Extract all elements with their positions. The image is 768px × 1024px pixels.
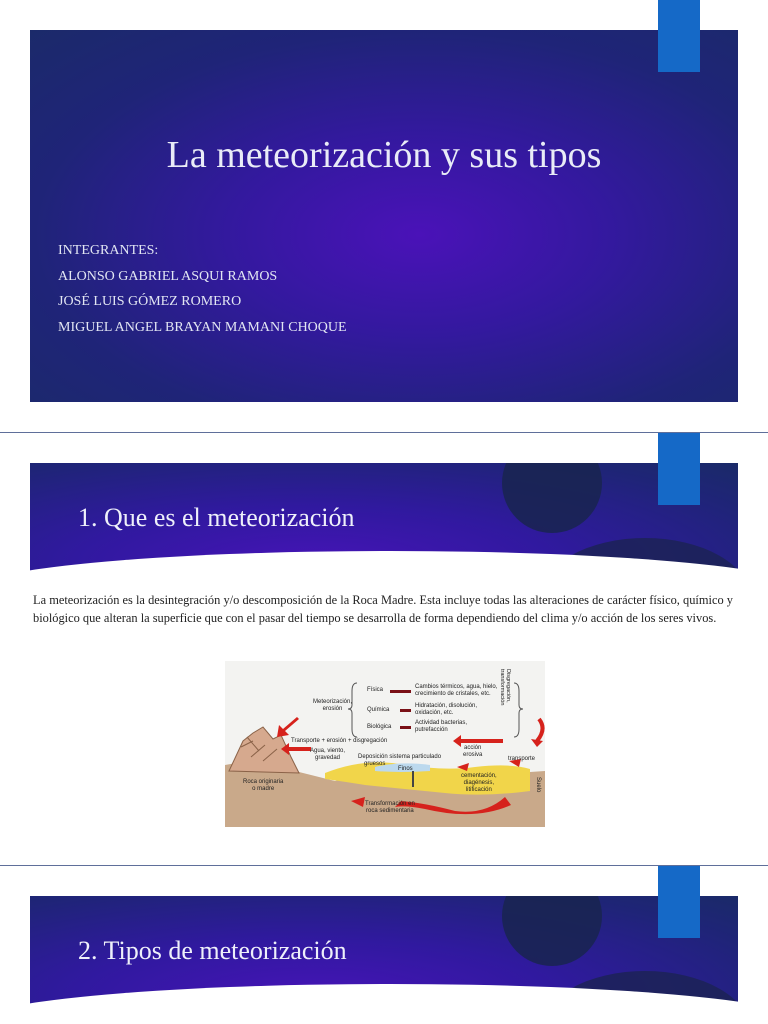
slide-types — [0, 866, 768, 1024]
decor-circle — [502, 463, 602, 533]
title-panel — [30, 30, 738, 402]
members-list — [58, 238, 347, 340]
member-name: JOSÉ LUIS GÓMEZ ROMERO — [58, 294, 242, 309]
label-accion — [463, 745, 482, 759]
label-text: Agua, viento, — [310, 748, 346, 754]
label-meteorizacion — [313, 699, 352, 713]
label-text: erosión — [322, 706, 343, 712]
label-text: erosiva — [463, 752, 483, 758]
label-quimica-desc — [415, 703, 477, 717]
label-text: Actividad bacterias, — [415, 720, 468, 726]
label-text: litificación — [465, 787, 492, 793]
section-header — [30, 896, 738, 1008]
label-text: Disgregación, — [505, 669, 511, 703]
label-suelo: Suelo — [535, 777, 541, 793]
label-biologica: Biológica — [367, 724, 392, 730]
label-text: gruesos — [364, 761, 386, 767]
label-text: roca sedimentaria — [366, 808, 414, 814]
section-title: 2. Tipos de meteorización — [78, 936, 347, 965]
label-roca — [243, 779, 283, 793]
label-text: gravedad — [315, 755, 341, 761]
section-title: 1. Que es el meteorización — [78, 503, 355, 532]
label-text: Transformación en — [365, 801, 415, 807]
label-bio-desc — [415, 720, 467, 734]
label-fisica-desc — [415, 684, 497, 698]
label-fisica: Física — [367, 687, 384, 693]
presentation-title: La meteorización y sus tipos — [166, 134, 602, 176]
label-text: acción — [464, 745, 482, 751]
label-text: o madre — [252, 786, 275, 792]
label-text: putrefacción — [415, 727, 448, 733]
member-name: MIGUEL ANGEL BRAYAN MAMANI CHOQUE — [58, 319, 347, 335]
label-text: transformación — [499, 669, 505, 706]
accent-bar — [658, 866, 700, 938]
label-transporte: Transporte + erosión + disgregación — [291, 738, 388, 744]
label-text: Roca originaria — [243, 779, 284, 785]
label-side — [499, 669, 511, 719]
label-text: diagénesis, — [463, 780, 495, 786]
label-text: Deposición sistema particulado — [358, 754, 442, 760]
decor-circle — [502, 896, 602, 966]
label-text: oxidación, etc. — [415, 710, 454, 716]
label-cementacion — [461, 773, 497, 794]
label-text: Hidratación, disolución, — [415, 703, 478, 709]
label-text: crecimiento de cristales, etc. — [415, 691, 491, 697]
members-heading: INTEGRANTES: — [58, 243, 159, 258]
label-finos: Finos — [398, 766, 413, 772]
label-text: Cambios térmicos, agua, hielo, — [415, 684, 498, 690]
accent-bar — [658, 433, 700, 505]
definition-paragraph: La meteorización es la desintegración y/o descomposición de la Roca Madre. Esta incluye todas las alteraciones de carácter físico, químico y biológico que alteran la superficie que con el pasar del tiempo se desarrolla de forma dependiendo del clima y/o acción de los seres vivos. — [33, 593, 733, 625]
slide-title — [0, 0, 768, 432]
section-header — [30, 463, 738, 575]
accent-bar — [658, 0, 700, 72]
member-name: ALONSO GABRIEL ASQUI RAMOS — [58, 268, 278, 284]
slide-definition — [0, 433, 768, 865]
label-text: cementación, — [461, 773, 497, 779]
label-transporte2: transporte — [508, 756, 536, 762]
label-transformacion — [365, 801, 415, 815]
weathering-diagram — [225, 661, 545, 827]
label-quimica: Química — [367, 707, 390, 713]
label-agentes — [310, 748, 345, 762]
label-text: Meteorización, — [313, 699, 353, 705]
